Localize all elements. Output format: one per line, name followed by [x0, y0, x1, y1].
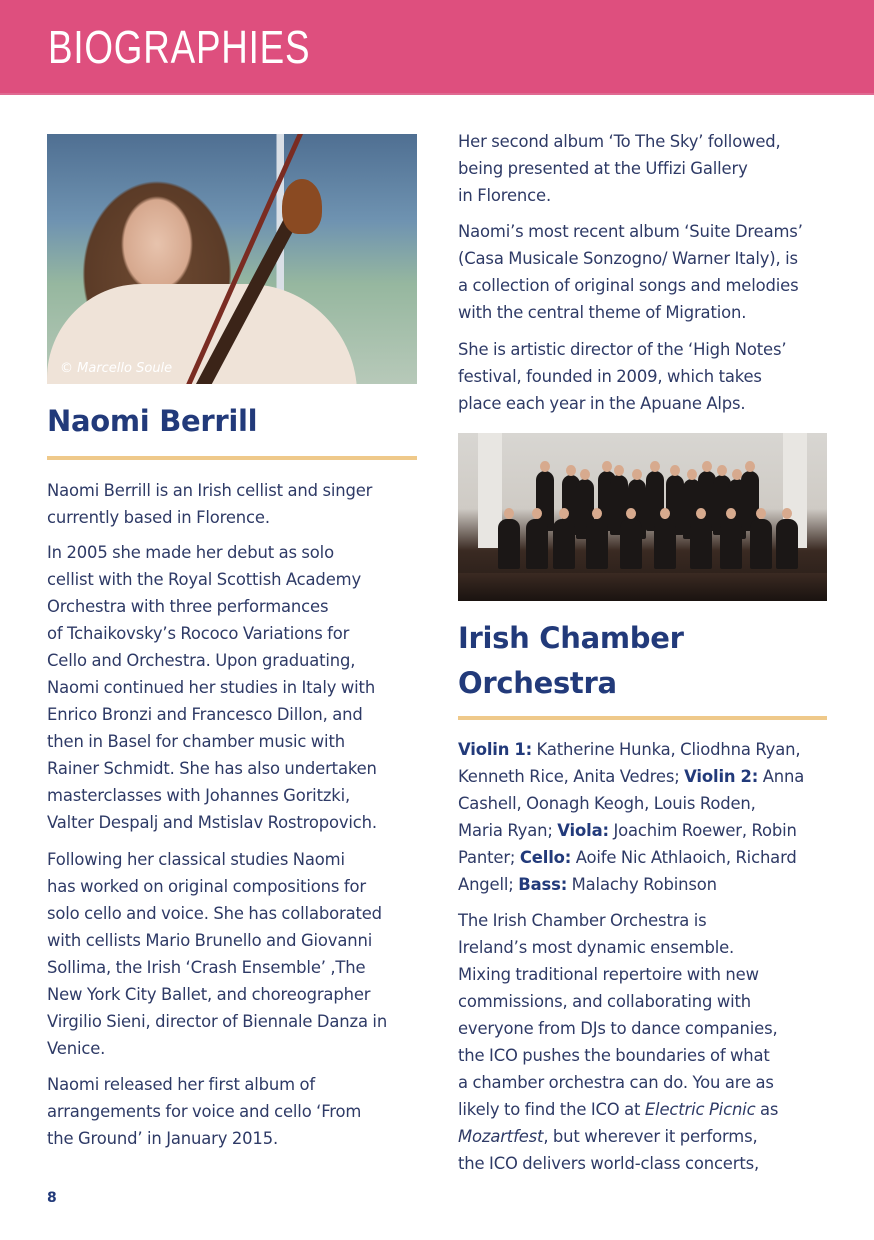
text-line: the Ground’ in January 2015.	[47, 1129, 279, 1148]
text-line: In 2005 she made her debut as solo	[47, 543, 334, 562]
roster-section-label: Violin 2:	[684, 767, 759, 786]
photo-figure-head-shape	[717, 465, 727, 476]
ico-heading-rule	[458, 716, 827, 720]
photo-figure-head-shape	[602, 461, 612, 472]
festival-name: Mozartfest	[458, 1127, 544, 1146]
text-line: a chamber orchestra can do. You are as	[458, 1073, 774, 1092]
naomi-berrill-heading: Naomi Berrill	[47, 404, 258, 438]
text-line: (Casa Musicale Sonzogno/ Warner Italy), is	[458, 249, 798, 268]
irish-chamber-orchestra-photo	[458, 433, 827, 601]
text-line: everyone from DJs to dance companies,	[458, 1019, 778, 1038]
text-line: arrangements for voice and cello ‘From	[47, 1102, 362, 1121]
roster-names: Cashell, Oonagh Keogh, Louis Roden,	[458, 794, 756, 813]
text-line: The Irish Chamber Orchestra is	[458, 911, 707, 930]
heading-line: Irish Chamber	[458, 621, 684, 655]
photo-figure-head-shape	[782, 508, 792, 519]
roster-names: Kenneth Rice, Anita Vedres;	[458, 767, 685, 786]
text-line: Enrico Bronzi and Francesco Dillon, and	[47, 705, 363, 724]
text-line: Mixing traditional repertoire with new	[458, 965, 759, 984]
photo-floor-shape	[458, 573, 827, 601]
page-header-band	[0, 0, 874, 95]
text-line: Naomi Berrill is an Irish cellist and singer	[47, 481, 373, 500]
photo-figure-head-shape	[504, 508, 514, 519]
text-line: in Florence.	[458, 186, 552, 205]
page-number: 8	[47, 1190, 57, 1206]
festival-name: Electric Picnic	[644, 1100, 756, 1119]
photo-figure-head-shape	[532, 508, 542, 519]
naomi-paragraph-6	[458, 218, 830, 326]
text-line: has worked on original compositions for	[47, 877, 366, 896]
photo-figure-shape	[690, 519, 712, 569]
text-line: likely to find the ICO at	[458, 1100, 645, 1119]
heading-line: Orchestra	[458, 666, 617, 700]
text-line: Following her classical studies Naomi	[47, 850, 345, 869]
photo-figure-head-shape	[580, 469, 590, 480]
text-line: masterclasses with Johannes Goritzki,	[47, 786, 351, 805]
photo-figure-head-shape	[626, 508, 636, 519]
text-line: Sollima, the Irish ‘Crash Ensemble’ ,The	[47, 958, 366, 977]
text-line: with cellists Mario Brunello and Giovanni	[47, 931, 373, 950]
roster-names: Joachim Roewer, Robin	[608, 821, 797, 840]
photo-figure-head-shape	[650, 461, 660, 472]
text-line: Venice.	[47, 1039, 106, 1058]
photo-figure-head-shape	[540, 461, 550, 472]
page-title: BIOGRAPHIES	[48, 21, 311, 73]
irish-chamber-orchestra-heading	[458, 616, 684, 706]
text-line: cellist with the Royal Scottish Academy	[47, 570, 361, 589]
photo-figure-head-shape	[660, 508, 670, 519]
text-line: as	[755, 1100, 779, 1119]
photo-figure-head-shape	[702, 461, 712, 472]
photo-figure-head-shape	[559, 508, 569, 519]
text-line: Naomi released her first album of	[47, 1075, 316, 1094]
roster-section-label: Cello:	[519, 848, 572, 867]
ico-description	[458, 907, 832, 1177]
naomi-paragraph-1	[47, 477, 422, 531]
text-line: the ICO delivers world-class concerts,	[458, 1154, 760, 1173]
photo-cello-scroll-shape	[282, 179, 322, 234]
photo-figure-shape	[654, 519, 676, 569]
naomi-paragraph-5	[458, 128, 830, 209]
naomi-paragraph-3	[47, 846, 422, 1062]
text-line: then in Basel for chamber music with	[47, 732, 345, 751]
photo-figure-head-shape	[756, 508, 766, 519]
text-line: Orchestra with three performances	[47, 597, 329, 616]
text-line: Ireland’s most dynamic ensemble.	[458, 938, 735, 957]
text-line: New York City Ballet, and choreographer	[47, 985, 371, 1004]
photo-figure-shape	[620, 519, 642, 569]
text-line: place each year in the Apuane Alps.	[458, 394, 746, 413]
photo-credit: © Marcello Soule	[60, 361, 173, 376]
photo-figure-head-shape	[696, 508, 706, 519]
text-line: Rainer Schmidt. She has also undertaken	[47, 759, 377, 778]
naomi-paragraph-2	[47, 539, 422, 836]
text-line: , but wherever it performs,	[543, 1127, 758, 1146]
photo-figure-head-shape	[614, 465, 624, 476]
roster-section-label: Viola:	[557, 821, 609, 840]
roster-section-label: Violin 1:	[458, 740, 532, 759]
photo-figure-head-shape	[670, 465, 680, 476]
text-line: currently based in Florence.	[47, 508, 270, 527]
roster-names: Angell;	[458, 875, 519, 894]
roster-names: Maria Ryan;	[458, 821, 558, 840]
photo-figure-head-shape	[726, 508, 736, 519]
text-line: solo cello and voice. She has collaborated	[47, 904, 382, 923]
text-line: commissions, and collaborating with	[458, 992, 751, 1011]
photo-figure-head-shape	[745, 461, 755, 472]
photo-figure-shape	[720, 519, 742, 569]
text-line: Her second album ‘To The Sky’ followed,	[458, 132, 781, 151]
text-line: the ICO pushes the boundaries of what	[458, 1046, 770, 1065]
text-line: Cello and Orchestra. Upon graduating,	[47, 651, 356, 670]
photo-figure-shape	[750, 519, 772, 569]
photo-figure-shape	[586, 519, 608, 569]
naomi-heading-rule	[47, 456, 417, 460]
roster-names: Anna	[758, 767, 805, 786]
photo-figure-shape	[776, 519, 798, 569]
text-line: a collection of original songs and melodies	[458, 276, 799, 295]
roster-names: Aoife Nic Athlaoich, Richard	[571, 848, 797, 867]
naomi-paragraph-7	[458, 336, 830, 417]
text-line: of Tchaikovsky’s Rococo Variations for	[47, 624, 350, 643]
photo-figure-shape	[553, 519, 575, 569]
text-line: Valter Despalj and Mstislav Rostropovich.	[47, 813, 377, 832]
photo-figure-head-shape	[632, 469, 642, 480]
photo-figure-head-shape	[566, 465, 576, 476]
text-line: Virgilio Sieni, director of Biennale Danza in	[47, 1012, 388, 1031]
text-line: being presented at the Uffizi Gallery	[458, 159, 748, 178]
naomi-berrill-photo	[47, 134, 417, 384]
photo-figure-shape	[526, 519, 548, 569]
text-line: with the central theme of Migration.	[458, 303, 747, 322]
roster-names: Katherine Hunka, Cliodhna Ryan,	[532, 740, 801, 759]
photo-figure-head-shape	[592, 508, 602, 519]
photo-figure-head-shape	[687, 469, 697, 480]
roster-names: Malachy Robinson	[567, 875, 717, 894]
text-line: festival, founded in 2009, which takes	[458, 367, 762, 386]
ico-roster	[458, 736, 832, 898]
text-line: Naomi continued her studies in Italy with	[47, 678, 376, 697]
text-line: She is artistic director of the ‘High Notes’	[458, 340, 787, 359]
photo-figure-shape	[498, 519, 520, 569]
roster-names: Panter;	[458, 848, 520, 867]
roster-section-label: Bass:	[518, 875, 568, 894]
text-line: Naomi’s most recent album ‘Suite Dreams’	[458, 222, 803, 241]
naomi-paragraph-4	[47, 1071, 422, 1152]
